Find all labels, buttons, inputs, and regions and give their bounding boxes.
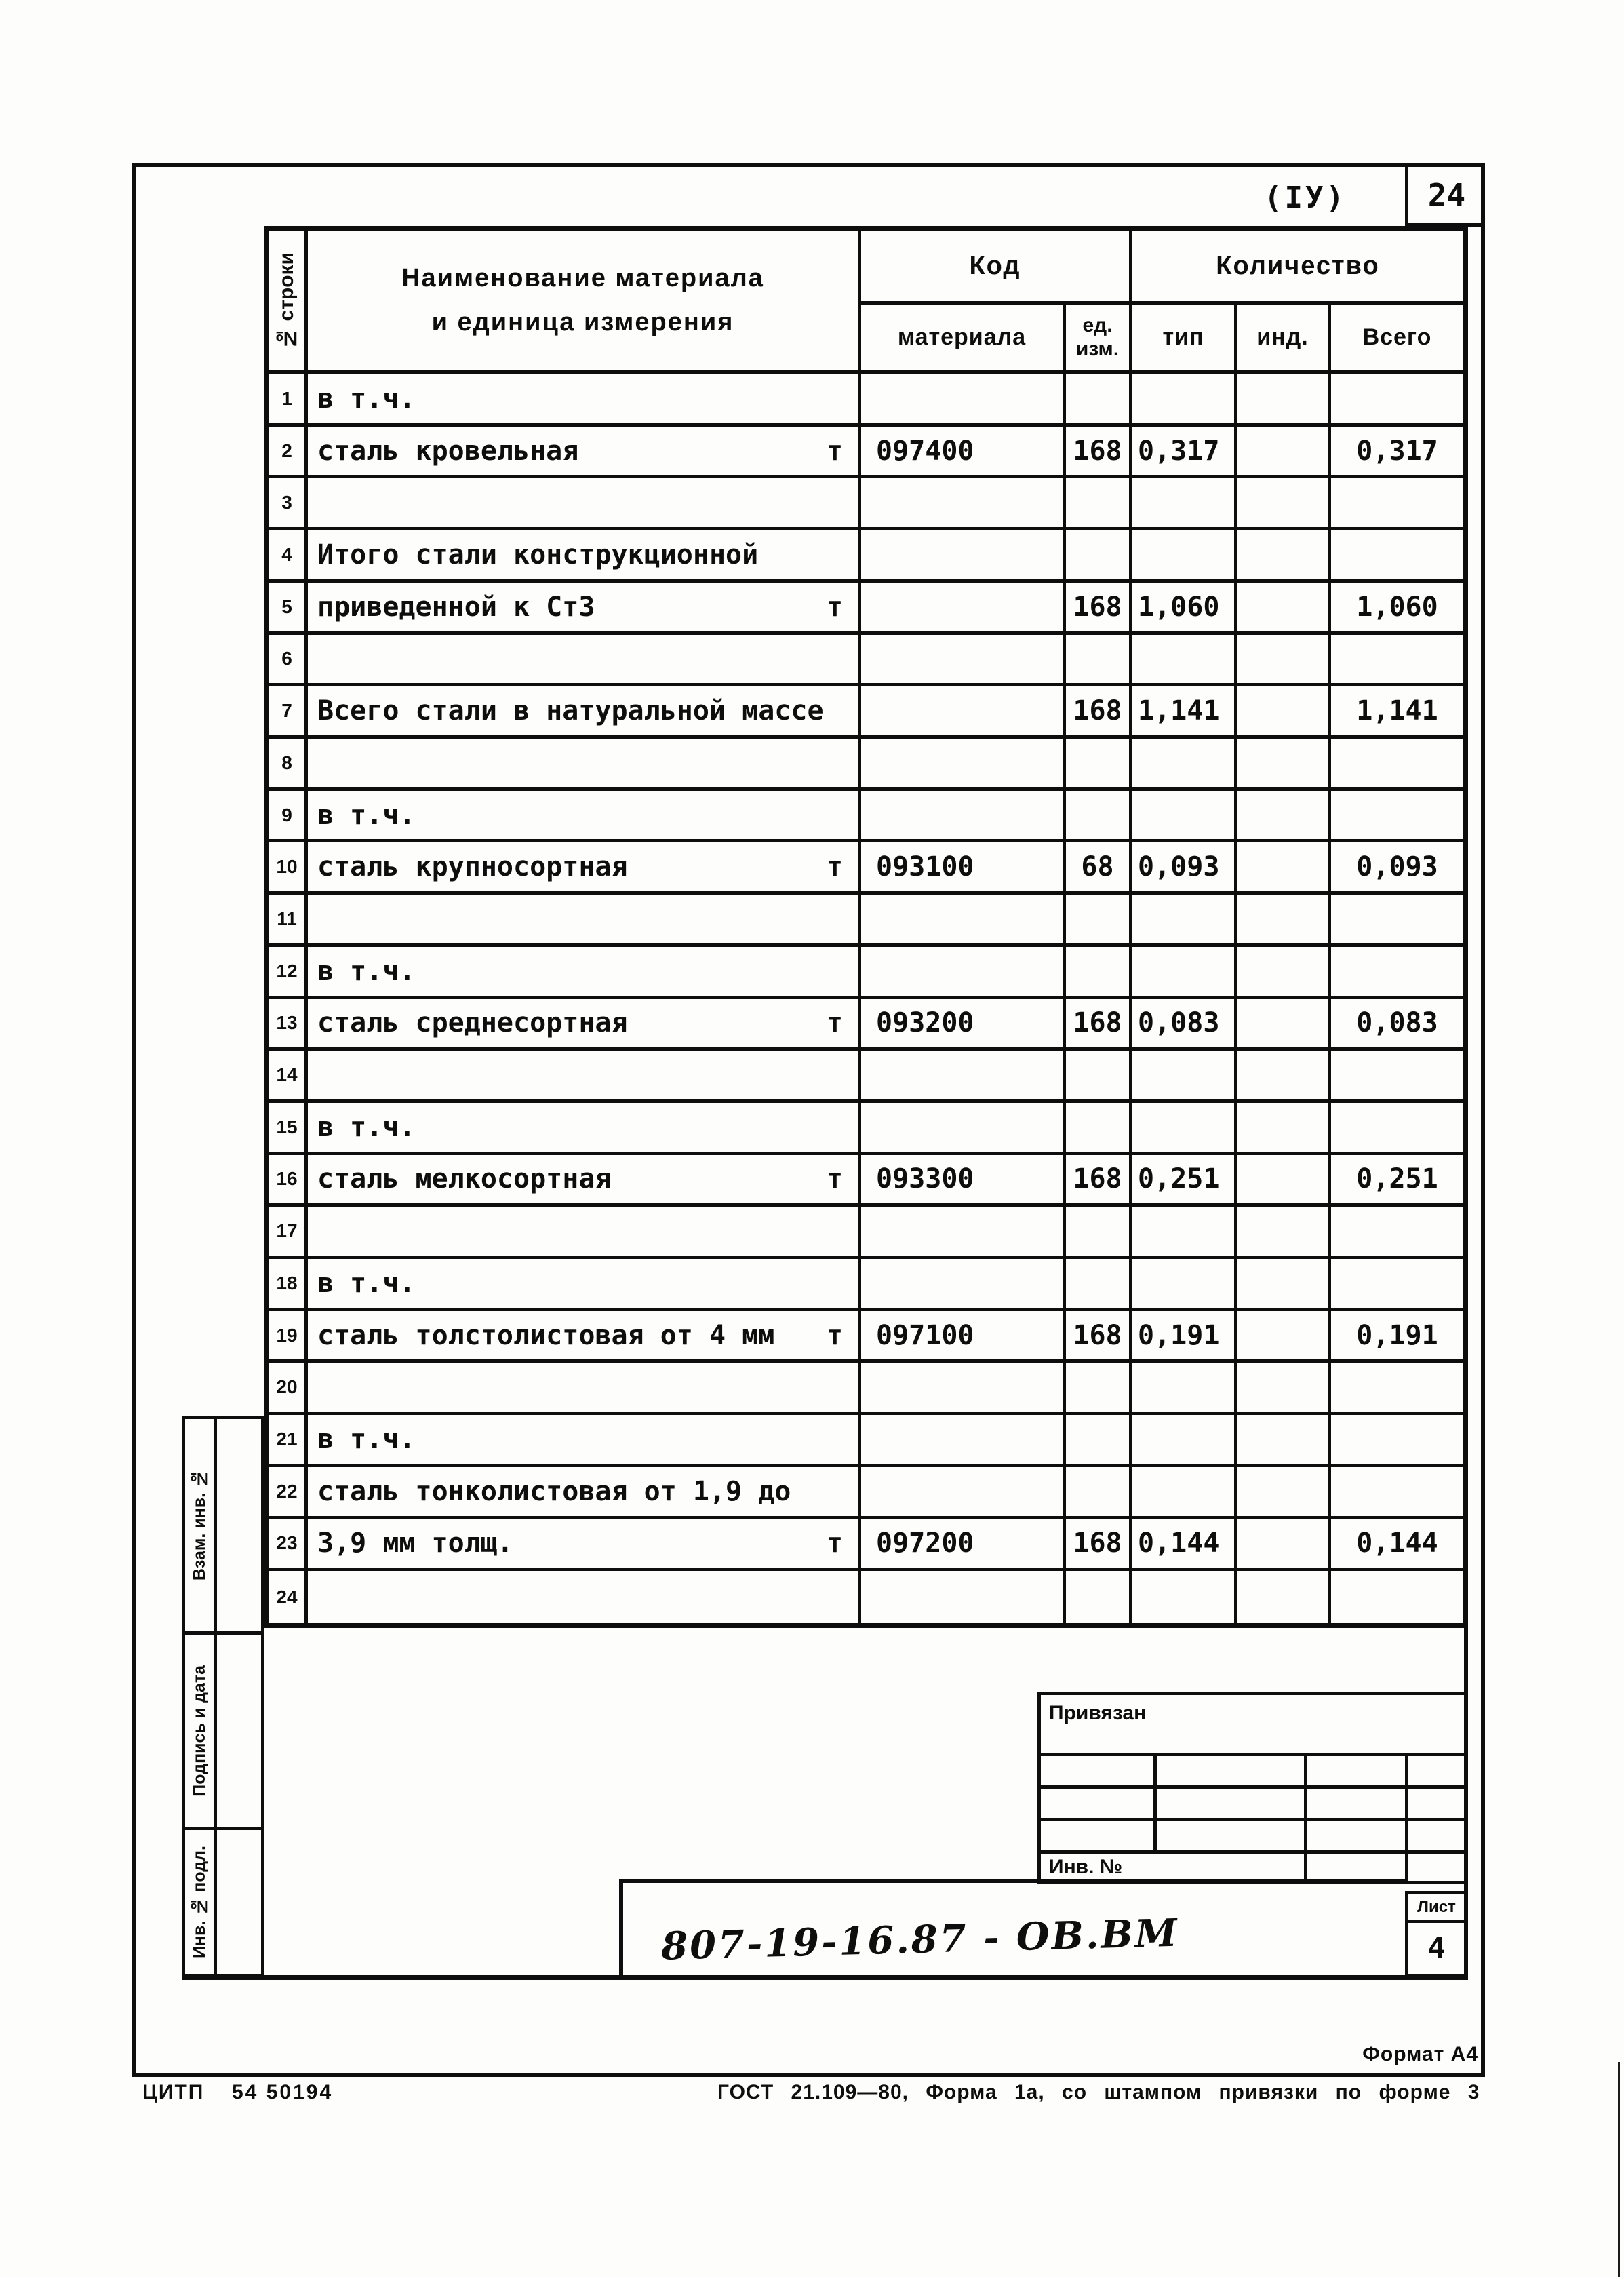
page-number: 24 (1427, 176, 1466, 214)
side-strip-label-box (185, 1830, 217, 1974)
material-name: в т.ч. (317, 955, 416, 987)
material-code (861, 374, 1066, 427)
material-name-cell (308, 1259, 861, 1311)
unit-code: 68 (1066, 842, 1132, 895)
qty-ind-value (1237, 686, 1331, 739)
qty-type-value (1132, 1207, 1237, 1259)
material-code (861, 791, 1066, 843)
header-qty-type: тип (1132, 305, 1237, 374)
qty-ind-value (1237, 842, 1331, 895)
stamp-top-line (619, 1879, 1408, 1883)
binding-grid (1041, 1756, 1465, 1854)
qty-ind-value (1237, 635, 1331, 687)
qty-total-value: 1,060 (1331, 583, 1463, 635)
header-qty-total: Всего (1331, 305, 1463, 374)
row-number: 16 (269, 1155, 308, 1207)
qty-type-value: 1,060 (1132, 583, 1237, 635)
material-name: 3,9 мм толщ. (317, 1527, 513, 1559)
binding-grid-cell (1307, 1756, 1408, 1789)
unit-code: 168 (1066, 999, 1132, 1051)
qty-type-value: 0,251 (1132, 1155, 1237, 1207)
qty-ind-value (1237, 1103, 1331, 1155)
unit-code: 168 (1066, 1519, 1132, 1572)
material-code (861, 635, 1066, 687)
materials-table (264, 226, 1468, 1628)
material-code (861, 1571, 1066, 1623)
material-unit: т (826, 591, 843, 623)
qty-ind-value (1237, 1051, 1331, 1103)
material-name-cell (308, 739, 861, 791)
side-strip-empty (217, 1419, 261, 1631)
qty-total-value: 0,191 (1331, 1311, 1463, 1363)
material-code (861, 1103, 1066, 1155)
material-name-cell (308, 947, 861, 999)
qty-total-value: 1,141 (1331, 686, 1463, 739)
material-unit: т (826, 1163, 843, 1195)
row-number: 3 (269, 478, 308, 530)
header-row-number-label: № строки (275, 252, 298, 349)
unit-code: 168 (1066, 1155, 1132, 1207)
header-quantity-group: Количество (1132, 231, 1463, 305)
row-number: 22 (269, 1467, 308, 1519)
inventory-number-label: Инв. № (1041, 1854, 1307, 1881)
row-number: 18 (269, 1259, 308, 1311)
qty-total-value (1331, 1259, 1463, 1311)
unit-code (1066, 739, 1132, 791)
qty-type-value (1132, 1051, 1237, 1103)
qty-ind-value (1237, 530, 1331, 583)
unit-code (1066, 1363, 1132, 1415)
qty-total-value (1331, 1103, 1463, 1155)
unit-code (1066, 791, 1132, 843)
material-name: Итого стали конструкционной (317, 539, 759, 570)
binding-grid-cell (1408, 1821, 1465, 1854)
material-code (861, 895, 1066, 947)
drawing-frame-side-strip (182, 1416, 264, 1977)
header-code-group: Код (861, 231, 1132, 305)
material-code (861, 1363, 1066, 1415)
document-number-stamp: 807-19-16.87 - ОВ.ВМ (660, 1910, 1180, 1969)
qty-ind-value (1237, 1259, 1331, 1311)
material-name: в т.ч. (317, 1424, 416, 1456)
qty-total-value (1331, 374, 1463, 427)
row-number: 23 (269, 1519, 308, 1572)
unit-code (1066, 947, 1132, 999)
sheet-number-box (1405, 1891, 1468, 1977)
material-name: сталь кровельная (317, 435, 579, 467)
qty-total-value (1331, 1207, 1463, 1259)
qty-type-value (1132, 530, 1237, 583)
binding-grid-cell (1157, 1756, 1307, 1789)
qty-ind-value (1237, 427, 1331, 479)
qty-total-value: 0,251 (1331, 1155, 1463, 1207)
material-code (861, 1051, 1066, 1103)
material-name-cell (308, 1415, 861, 1467)
material-code (861, 739, 1066, 791)
inventory-cell (1408, 1854, 1465, 1881)
qty-total-value (1331, 791, 1463, 843)
qty-type-value: 0,191 (1132, 1311, 1237, 1363)
qty-total-value (1331, 1415, 1463, 1467)
qty-total-value (1331, 1051, 1463, 1103)
material-name: в т.ч. (317, 1111, 416, 1143)
qty-ind-value (1237, 791, 1331, 843)
material-name-cell (308, 1103, 861, 1155)
material-name-cell (308, 1155, 861, 1207)
material-name-cell (308, 1051, 861, 1103)
qty-ind-value (1237, 1415, 1331, 1467)
material-code: 093100 (861, 842, 1066, 895)
row-number: 9 (269, 791, 308, 843)
binding-label: Привязан (1041, 1695, 1465, 1756)
stamp-left-line (619, 1879, 623, 1979)
stamp-bottom-line (182, 1975, 1468, 1980)
qty-ind-value (1237, 478, 1331, 530)
inventory-cell (1307, 1854, 1408, 1881)
qty-ind-value (1237, 999, 1331, 1051)
row-number: 15 (269, 1103, 308, 1155)
format-note: Формат А4 (1362, 2043, 1478, 2065)
qty-type-value (1132, 1363, 1237, 1415)
material-name-cell (308, 842, 861, 895)
header-qty-ind: инд. (1237, 305, 1331, 374)
qty-ind-value (1237, 374, 1331, 427)
binding-title-block (1037, 1692, 1468, 1884)
qty-type-value (1132, 1467, 1237, 1519)
material-unit: т (826, 851, 843, 883)
qty-ind-value (1237, 1467, 1331, 1519)
qty-ind-value (1237, 739, 1331, 791)
header-name-line2: и единица измерения (431, 308, 734, 336)
side-strip-cell (185, 1830, 261, 1974)
qty-total-value (1331, 1571, 1463, 1623)
row-number: 7 (269, 686, 308, 739)
row-number: 8 (269, 739, 308, 791)
material-code: 093300 (861, 1155, 1066, 1207)
qty-ind-value (1237, 895, 1331, 947)
podpis-data-label: Подпись и дата (189, 1665, 209, 1797)
material-name-cell (308, 374, 861, 427)
material-unit: т (826, 1007, 843, 1039)
material-name: в т.ч. (317, 799, 416, 831)
material-code: 097100 (861, 1311, 1066, 1363)
qty-type-value (1132, 791, 1237, 843)
material-name: в т.ч. (317, 1267, 416, 1299)
binding-inventory-row (1041, 1854, 1465, 1881)
material-code (861, 478, 1066, 530)
row-number: 2 (269, 427, 308, 479)
qty-type-value: 0,083 (1132, 999, 1237, 1051)
qty-type-value (1132, 1571, 1237, 1623)
row-number: 21 (269, 1415, 308, 1467)
qty-type-value (1132, 895, 1237, 947)
row-number: 5 (269, 583, 308, 635)
scan-edge-artifact (1618, 2062, 1620, 2277)
qty-total-value: 0,093 (1331, 842, 1463, 895)
inv-podl-label: Инв. № подл. (189, 1845, 209, 1958)
binding-grid-cell (1041, 1756, 1157, 1789)
qty-total-value (1331, 947, 1463, 999)
row-number: 13 (269, 999, 308, 1051)
row-number: 4 (269, 530, 308, 583)
row-number: 10 (269, 842, 308, 895)
side-strip-empty (217, 1830, 261, 1974)
qty-type-value (1132, 1259, 1237, 1311)
row-number: 1 (269, 374, 308, 427)
qty-type-value (1132, 739, 1237, 791)
header-material-code: материала (861, 305, 1066, 374)
material-name: сталь мелкосортная (317, 1163, 612, 1195)
unit-code (1066, 895, 1132, 947)
qty-type-value (1132, 1103, 1237, 1155)
header-material-name-column (308, 231, 861, 374)
material-name-cell (308, 1519, 861, 1572)
side-strip-cell (185, 1635, 261, 1830)
material-name-cell (308, 1571, 861, 1623)
binding-grid-cell (1408, 1789, 1465, 1821)
qty-ind-value (1237, 1155, 1331, 1207)
qty-ind-value (1237, 1571, 1331, 1623)
side-strip-label-box (185, 1635, 217, 1827)
qty-type-value (1132, 947, 1237, 999)
row-number: 11 (269, 895, 308, 947)
row-number: 24 (269, 1571, 308, 1623)
binding-grid-cell (1041, 1789, 1157, 1821)
qty-type-value: 1,141 (1132, 686, 1237, 739)
page-number-box (1405, 167, 1485, 227)
material-name-cell (308, 427, 861, 479)
qty-ind-value (1237, 1519, 1331, 1572)
material-name: сталь тонколистовая от 1,9 до (317, 1475, 791, 1507)
material-code (861, 530, 1066, 583)
unit-code (1066, 1103, 1132, 1155)
unit-code (1066, 530, 1132, 583)
row-number: 19 (269, 1311, 308, 1363)
unit-code: 168 (1066, 1311, 1132, 1363)
unit-code (1066, 1467, 1132, 1519)
unit-code (1066, 1051, 1132, 1103)
qty-ind-value (1237, 1207, 1331, 1259)
unit-code (1066, 478, 1132, 530)
material-unit: т (826, 1527, 843, 1559)
row-number: 20 (269, 1363, 308, 1415)
material-name-cell (308, 530, 861, 583)
material-code (861, 1207, 1066, 1259)
qty-total-value (1331, 530, 1463, 583)
material-code (861, 686, 1066, 739)
header-unit-line2: изм. (1075, 337, 1120, 360)
row-number: 6 (269, 635, 308, 687)
side-strip-cell (185, 1419, 261, 1635)
qty-total-value (1331, 739, 1463, 791)
header-name-line1: Наименование материала (401, 264, 764, 293)
qty-type-value (1132, 1415, 1237, 1467)
qty-total-value: 0,144 (1331, 1519, 1463, 1572)
binding-grid-cell (1041, 1821, 1157, 1854)
qty-type-value: 0,144 (1132, 1519, 1237, 1572)
material-name-cell (308, 583, 861, 635)
row-number: 14 (269, 1051, 308, 1103)
qty-total-value (1331, 895, 1463, 947)
binding-grid-cell (1157, 1821, 1307, 1854)
material-name-cell (308, 1207, 861, 1259)
qty-total-value (1331, 478, 1463, 530)
side-strip-empty (217, 1635, 261, 1827)
material-code: 097200 (861, 1519, 1066, 1572)
material-code (861, 1259, 1066, 1311)
material-name-cell (308, 478, 861, 530)
qty-type-value: 0,093 (1132, 842, 1237, 895)
qty-type-value (1132, 374, 1237, 427)
unit-code (1066, 1259, 1132, 1311)
material-name-cell (308, 791, 861, 843)
unit-code (1066, 374, 1132, 427)
material-unit: т (826, 1319, 843, 1351)
row-number: 12 (269, 947, 308, 999)
material-code (861, 583, 1066, 635)
material-name-cell (308, 1311, 861, 1363)
sheet-label: Лист (1408, 1894, 1465, 1923)
footer-publisher: ЦИТП (142, 2081, 205, 2103)
material-unit: т (826, 435, 843, 467)
binding-grid-cell (1157, 1789, 1307, 1821)
material-name-cell (308, 1363, 861, 1415)
material-code (861, 947, 1066, 999)
material-code: 097400 (861, 427, 1066, 479)
material-name: Всего стали в натуральной массе (317, 695, 824, 727)
material-name: в т.ч. (317, 383, 416, 414)
qty-ind-value (1237, 583, 1331, 635)
material-name-cell (308, 895, 861, 947)
qty-type-value (1132, 635, 1237, 687)
material-name: сталь среднесортная (317, 1007, 628, 1039)
qty-total-value (1331, 635, 1463, 687)
binding-grid-cell (1307, 1789, 1408, 1821)
header-unit-line1: ед. (1082, 314, 1113, 336)
material-name: приведенной к Ст3 (317, 591, 595, 623)
qty-total-value: 0,317 (1331, 427, 1463, 479)
material-code: 093200 (861, 999, 1066, 1051)
qty-type-value: 0,317 (1132, 427, 1237, 479)
header-row-number-column (269, 231, 308, 374)
qty-total-value: 0,083 (1331, 999, 1463, 1051)
binding-grid-cell (1408, 1756, 1465, 1789)
qty-ind-value (1237, 1363, 1331, 1415)
corner-section-label: (IУ) (1264, 180, 1347, 215)
header-unit (1066, 305, 1132, 374)
vzam-inv-label: Взам. инв. № (189, 1469, 209, 1581)
qty-ind-value (1237, 947, 1331, 999)
unit-code: 168 (1066, 686, 1132, 739)
footer-order-number: 54 50194 (232, 2081, 334, 2103)
unit-code (1066, 1571, 1132, 1623)
side-strip-label-box (185, 1419, 217, 1631)
qty-ind-value (1237, 1311, 1331, 1363)
qty-type-value (1132, 478, 1237, 530)
binding-grid-cell (1307, 1821, 1408, 1854)
unit-code: 168 (1066, 583, 1132, 635)
sheet-number: 4 (1427, 1931, 1446, 1966)
material-name-cell (308, 635, 861, 687)
qty-total-value (1331, 1363, 1463, 1415)
unit-code (1066, 1415, 1132, 1467)
material-name: сталь крупносортная (317, 851, 628, 883)
material-name-cell (308, 1467, 861, 1519)
unit-code: 168 (1066, 427, 1132, 479)
footer-gost-note: ГОСТ 21.109—80, Форма 1а, со штампом привязки по форме 3 (717, 2081, 1480, 2103)
unit-code (1066, 1207, 1132, 1259)
unit-code (1066, 635, 1132, 687)
material-code (861, 1467, 1066, 1519)
material-name-cell (308, 999, 861, 1051)
material-name: сталь толстолистовая от 4 мм (317, 1319, 775, 1351)
material-code (861, 1415, 1066, 1467)
material-name-cell (308, 686, 861, 739)
row-number: 17 (269, 1207, 308, 1259)
qty-total-value (1331, 1467, 1463, 1519)
